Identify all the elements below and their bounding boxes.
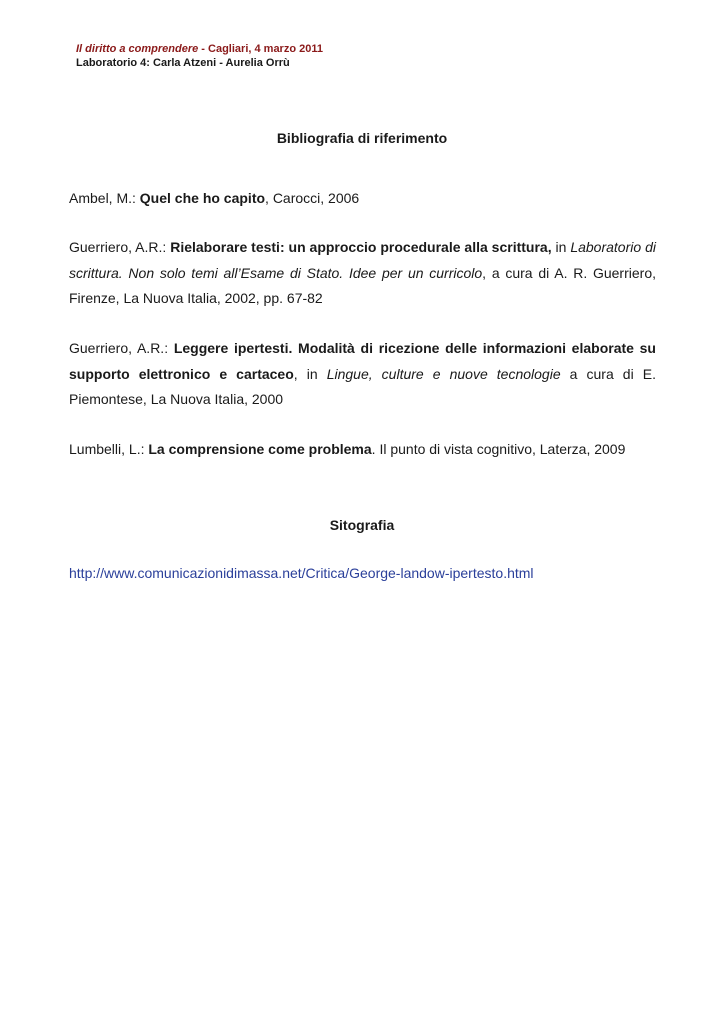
bib-entry-1 (69, 186, 656, 212)
header-title (76, 42, 323, 56)
bib-entry-4 (69, 437, 656, 463)
bib-entry-2 (69, 235, 656, 312)
bib-entry-title: Leggere ipertesti. Modalità di ricezione delle informazioni elaborate su supporto elettronico e cartaceo (69, 340, 656, 382)
sitography-link[interactable]: http://www.comunicazionidimassa.net/Critica/George-landow-ipertesto.html (69, 565, 534, 581)
bib-entry-3 (69, 336, 656, 413)
bib-entry-author: Guerriero, A.R.: (69, 239, 171, 255)
header-title-italic: Il diritto a comprendere (76, 43, 199, 55)
bib-entry-details: a cura di E. Piemontese, La Nuova Italia, 2000 (69, 365, 656, 407)
bib-entry-details: , Carocci, 2006 (265, 190, 360, 206)
bib-entry-details: , a cura di A. R. Guerriero, Firenze, La Nuova Italia, 2002, pp. 67-82 (69, 264, 656, 306)
bib-entry-author: Ambel, M.: (69, 190, 140, 206)
header-subtitle: Laboratorio 4: Carla Atzeni - Aurelia Orrù (76, 57, 290, 69)
bib-entry-source: Laboratorio di scrittura. Non solo temi all’Esame di Stato. Idee per un curricolo (69, 239, 656, 281)
bib-entry-source: Lingue, culture e nuove tecnologie (326, 365, 561, 382)
header-title-rest: - Cagliari, 4 marzo 2011 (198, 43, 323, 55)
bib-entry-author: Guerriero, A.R.: (69, 340, 174, 356)
bib-entry-title: Rielaborare testi: un approccio procedurale alla scrittura, (170, 239, 552, 255)
bib-entry-details: . Il punto di vista cognitivo, Laterza, 2009 (371, 441, 626, 457)
bib-entry-title: La comprensione come problema (148, 441, 372, 457)
page-header (76, 42, 323, 70)
sitography-heading: Sitografia (329, 517, 395, 533)
bib-entry-title: Quel che ho capito (139, 190, 266, 206)
bibliography-heading: Bibliografia di riferimento (276, 130, 448, 146)
bib-entry-author: Lumbelli, L.: (69, 441, 149, 457)
bib-entry-in: , in (293, 365, 327, 382)
bib-entry-in: in (551, 239, 571, 255)
